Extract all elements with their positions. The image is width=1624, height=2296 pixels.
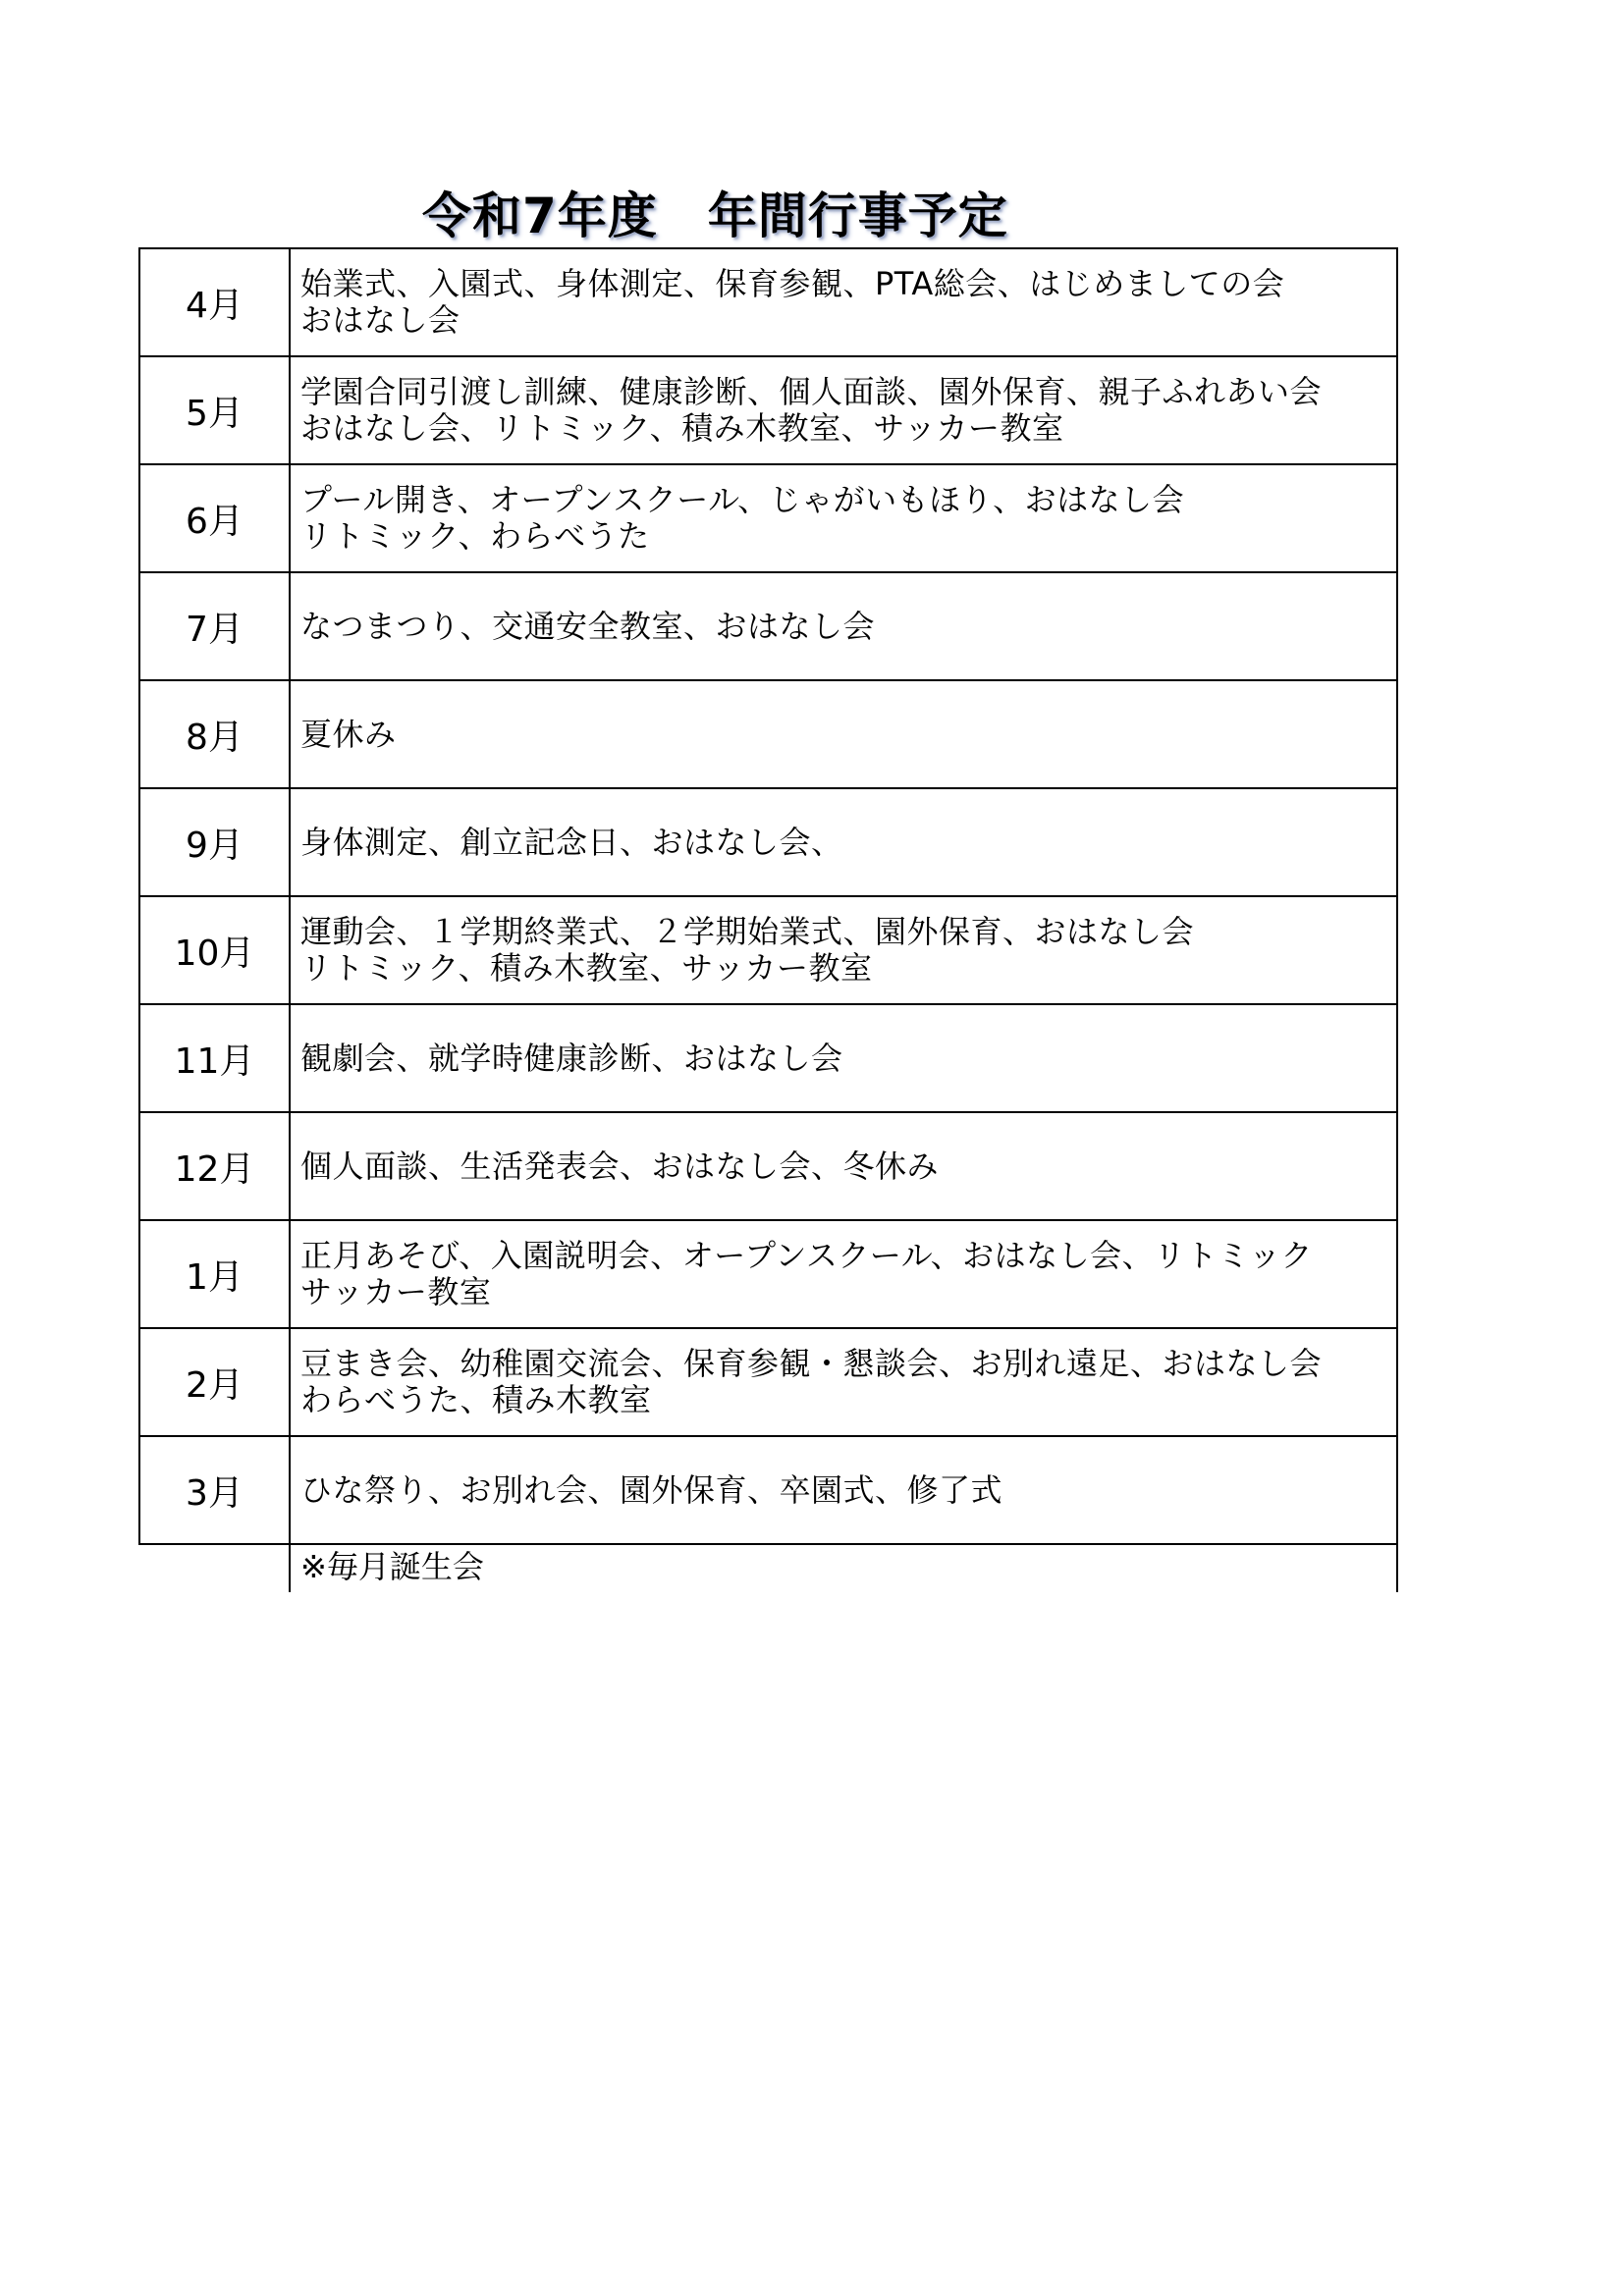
events-cell: [290, 788, 1397, 896]
table-row: [139, 464, 1397, 572]
events-cell: [290, 1220, 1397, 1328]
event-line: おはなし会、リトミック、積み木教室、サッカー教室: [300, 409, 1064, 447]
month-cell: 11月: [139, 1004, 290, 1112]
note-row: [139, 1544, 1397, 1592]
annual-schedule-table: [138, 247, 1398, 1592]
month-cell: 10月: [139, 896, 290, 1004]
events-cell: [290, 356, 1397, 464]
month-cell: 3月: [139, 1436, 290, 1544]
events-cell: [290, 896, 1397, 1004]
event-line: ひな祭り、お別れ会、園外保育、卒園式、修了式: [300, 1470, 1003, 1509]
event-line: 観劇会、就学時健康診断、おはなし会: [300, 1039, 843, 1077]
event-line: 運動会、１学期終業式、２学期始業式、園外保育、おはなし会: [300, 913, 1195, 950]
event-line: 正月あそび、入園説明会、オープンスクール、おはなし会、リトミック: [300, 1237, 1314, 1274]
month-cell: 6月: [139, 464, 290, 572]
table-row: [139, 1112, 1397, 1220]
event-line: おはなし会: [300, 301, 460, 339]
events-cell: [290, 464, 1397, 572]
event-line: リトミック、わらべうた: [300, 517, 650, 555]
blank-cell: [139, 1544, 290, 1592]
events-cell: [290, 248, 1397, 356]
event-line: 豆まき会、幼稚園交流会、保育参観・懇談会、お別れ遠足、おはなし会: [300, 1345, 1323, 1382]
table-row: [139, 1436, 1397, 1544]
event-line: サッカー教室: [300, 1273, 492, 1310]
events-cell: [290, 1328, 1397, 1436]
event-line: 夏休み: [300, 715, 397, 753]
event-line: 学園合同引渡し訓練、健康診断、個人面談、園外保育、親子ふれあい会: [300, 373, 1323, 410]
month-cell: 9月: [139, 788, 290, 896]
table-row: [139, 896, 1397, 1004]
table-row: [139, 1004, 1397, 1112]
month-cell: 7月: [139, 572, 290, 680]
table-row: [139, 248, 1397, 356]
month-cell: 2月: [139, 1328, 290, 1436]
event-line: 身体測定、創立記念日、おはなし会、: [300, 823, 843, 861]
event-line: わらべうた、積み木教室: [300, 1381, 652, 1418]
month-cell: 8月: [139, 680, 290, 788]
event-line: 始業式、入園式、身体測定、保育参観、PTA総会、はじめましての会: [300, 265, 1285, 302]
month-cell: 4月: [139, 248, 290, 356]
events-cell: [290, 1004, 1397, 1112]
table-row: [139, 1328, 1397, 1436]
month-cell: 1月: [139, 1220, 290, 1328]
event-line: プール開き、オープンスクール、じゃがいもほり、おはなし会: [300, 481, 1185, 518]
events-cell: [290, 572, 1397, 680]
event-line: なつまつり、交通安全教室、おはなし会: [300, 607, 876, 645]
table-row: [139, 1220, 1397, 1328]
event-line: リトミック、積み木教室、サッカー教室: [300, 949, 873, 987]
event-line: 個人面談、生活発表会、おはなし会、冬休み: [300, 1147, 940, 1185]
birthday-note: ※毎月誕生会: [290, 1544, 1397, 1592]
month-cell: 5月: [139, 356, 290, 464]
events-cell: [290, 680, 1397, 788]
table-row: [139, 788, 1397, 896]
events-cell: [290, 1436, 1397, 1544]
events-cell: [290, 1112, 1397, 1220]
month-cell: 12月: [139, 1112, 290, 1220]
table-row: [139, 356, 1397, 464]
table-row: [139, 680, 1397, 788]
table-row: [139, 572, 1397, 680]
page-title: 令和7年度 年間行事予定: [422, 187, 1008, 244]
